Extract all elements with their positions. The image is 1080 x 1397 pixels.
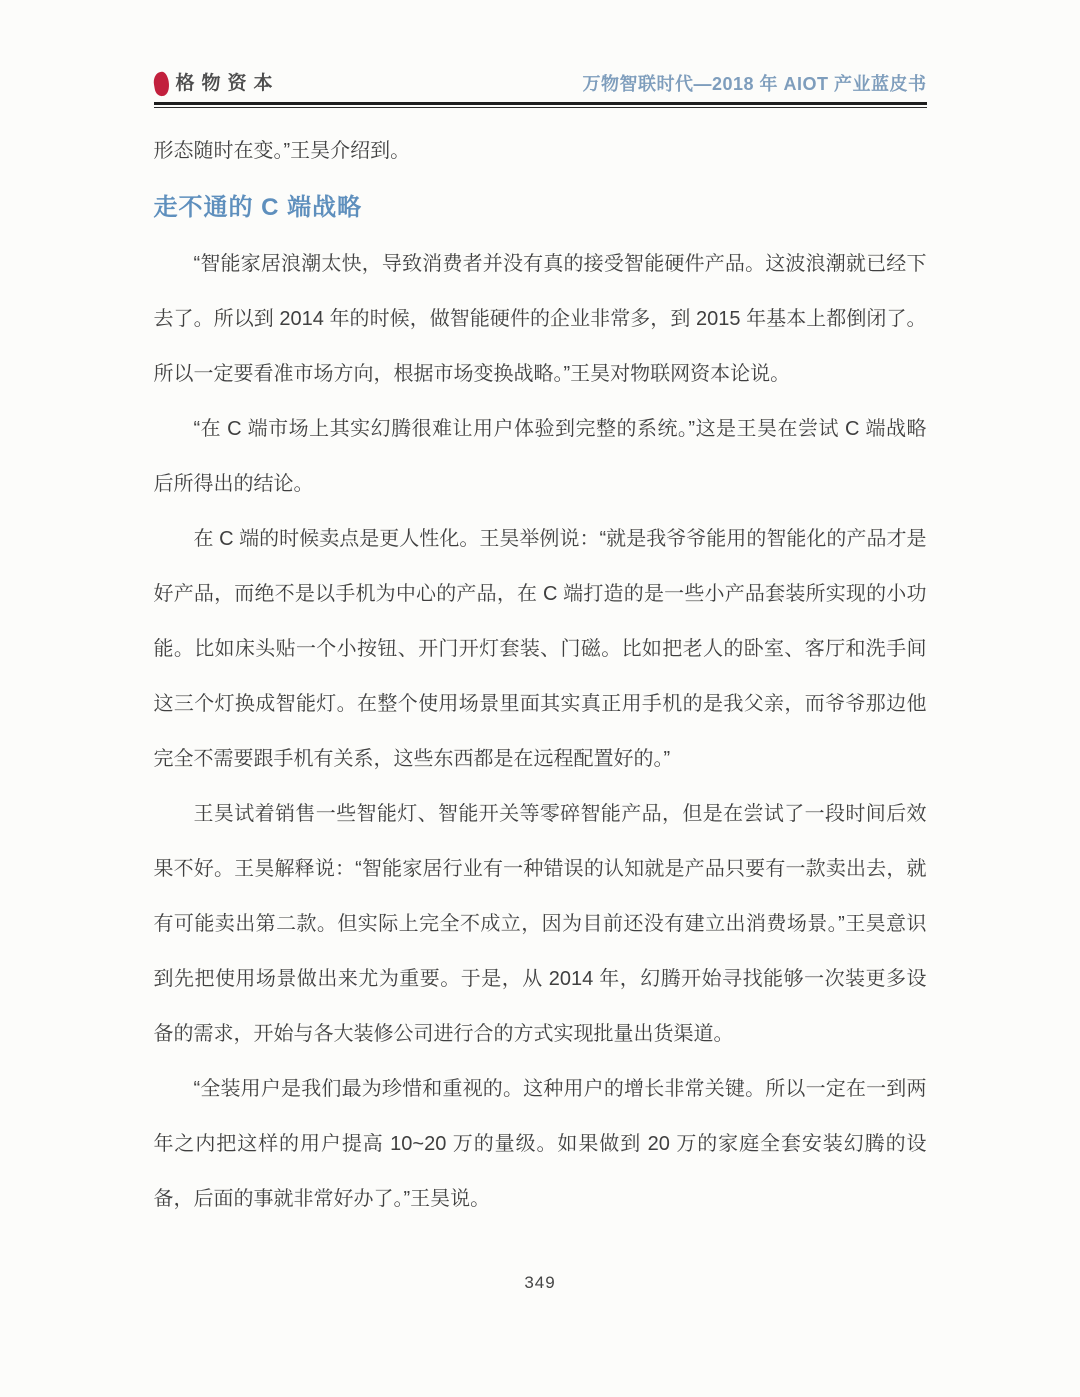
opening-paragraph: 形态随时在变。”王昊介绍到。 [153, 140, 411, 162]
gewu-capital-logo-icon [152, 71, 171, 97]
paragraph: 王昊试着销售一些智能灯、智能开关等零碎智能产品，但是在尝试了一段时间后效果不好。王昊解释说：“智能家居行业有一种错误的认知就是产品只要有一款卖出去，就有可能卖出第二款。但实际上完全不成立，因为目前还没有建立出消费场景。”王昊意识到先把使用场景做出来尤为重要。于是，从 2014 年，幻腾开始寻找能够一次装更多设备的需求，开始与各大装修公司进行合的方式实现批量出货渠道。 [153, 803, 927, 1045]
brand-name: 格物资本 [175, 72, 280, 94]
paragraph: “智能家居浪潮太快，导致消费者并没有真的接受智能硬件产品。这波浪潮就已经下去了。所以到 2014 年的时候，做智能硬件的企业非常多，到 2015 年基本上都倒闭了。所以一定要看准市场方向，根据市场变换战略。”王昊对物联网资本论说。 [153, 253, 927, 385]
paragraph: “全装用户是我们最为珍惜和重视的。这种用户的增长非常关键。所以一定在一到两年之内把这样的用户提高 10~20 万的量级。如果做到 20 万的家庭全套安装幻腾的设备，后面的事就非常好办了。”王昊说。 [153, 1078, 927, 1210]
page-footer [0, 1273, 1080, 1293]
document-body [154, 124, 927, 1227]
header-divider [154, 102, 927, 108]
brand-logo [154, 72, 280, 96]
page-header [154, 0, 927, 96]
paragraph: “在 C 端市场上其实幻腾很难让用户体验到完整的系统。”这是王昊在尝试 C 端战略后所得出的结论。 [153, 418, 927, 495]
page-number: 349 [524, 1273, 556, 1292]
paragraph-list [154, 237, 927, 1227]
report-title: 万物智联时代—2018 年 AIOT 产业蓝皮书 [582, 74, 927, 94]
paragraph: 在 C 端的时候卖点是更人性化。王昊举例说：“就是我爷爷能用的智能化的产品才是好产品，而绝不是以手机为中心的产品，在 C 端打造的是一些小产品套装所实现的小功能。比如床头贴一个小按钮、开门开灯套装、门磁。比如把老人的卧室、客厅和洗手间这三个灯换成智能灯。在整个使用场景里面其实真正用手机的是我父亲，而爷爷那边他完全不需要跟手机有关系，这些东西都是在远程配置好的。” [153, 528, 927, 770]
section-heading: 走不通的 C 端战略 [153, 194, 363, 221]
